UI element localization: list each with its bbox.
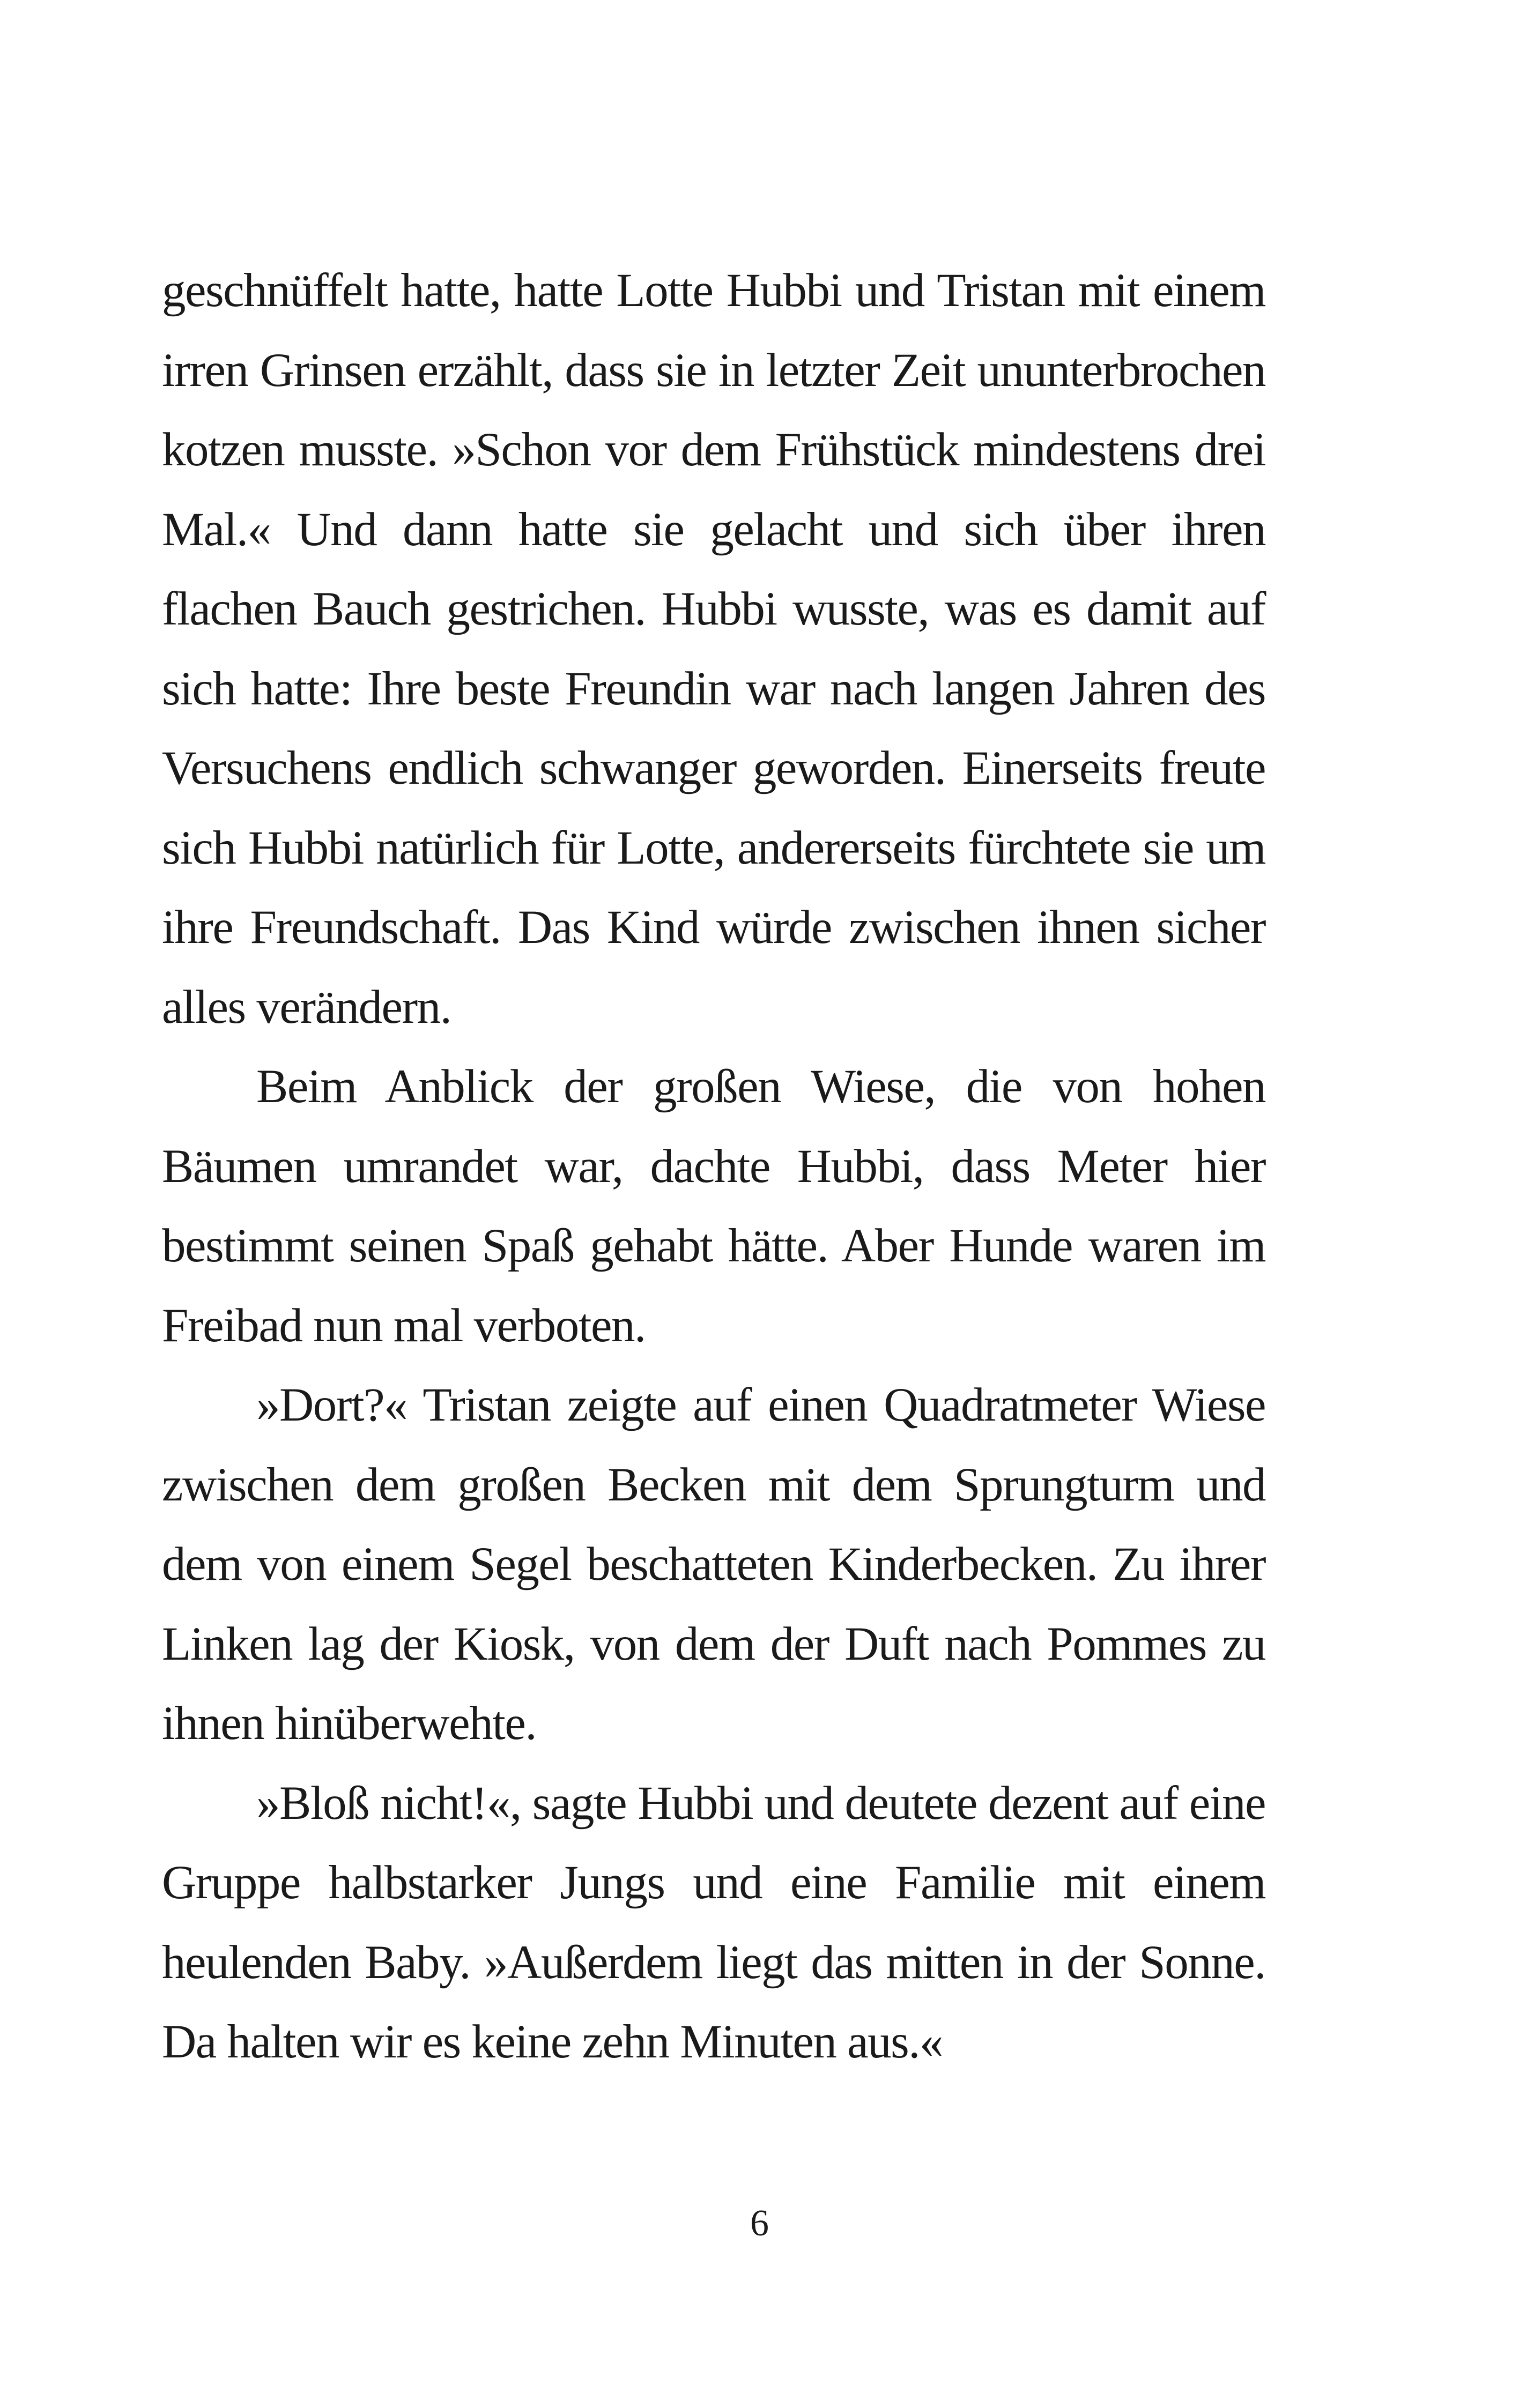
body-text	[162, 251, 1265, 2082]
paragraph-1: geschnüffelt hatte, hatte Lotte Hubbi und Tristan mit einem irren Grinsen erzählt, dass sie in letzter Zeit ununterbrochen kotzen musste. »Schon vor dem Frühstück mindestens drei Mal.« Und dann hatte sie gelacht und sich über ihren flachen Bauch gestrichen. Hubbi wusste, was es damit auf sich hatte: Ihre beste Freundin war nach langen Jahren des Versuchens endlich schwanger geworden. Einerseits freute sich Hubbi natürlich für Lotte, andererseits fürchtete sie um ihre Freundschaft. Das Kind würde zwischen ihnen sicher alles verändern.	[162, 264, 1265, 1034]
paragraph-4: »Bloß nicht!«, sagte Hubbi und deutete dezent auf eine Gruppe halbstarker Jungs und eine Familie mit einem heulenden Baby. »Außerdem liegt das mitten in der Sonne. Da halten wir es keine zehn Minuten aus.«	[162, 1777, 1265, 2068]
page-number: 6	[750, 2203, 769, 2244]
paragraph-2: Beim Anblick der großen Wiese, die von hohen Bäumen umrandet war, dachte Hubbi, dass Meter hier bestimmt seinen Spaß gehabt hätte. Aber Hunde waren im Freibad nun mal verboten.	[162, 1060, 1265, 1352]
paragraph-3: »Dort?« Tristan zeigte auf einen Quadratmeter Wiese zwischen dem großen Becken mit dem Sprungturm und dem von einem Segel beschatteten Kinderbecken. Zu ihrer Linken lag der Kiosk, von dem der Duft nach Pommes zu ihnen hinüberwehte.	[162, 1379, 1265, 1750]
